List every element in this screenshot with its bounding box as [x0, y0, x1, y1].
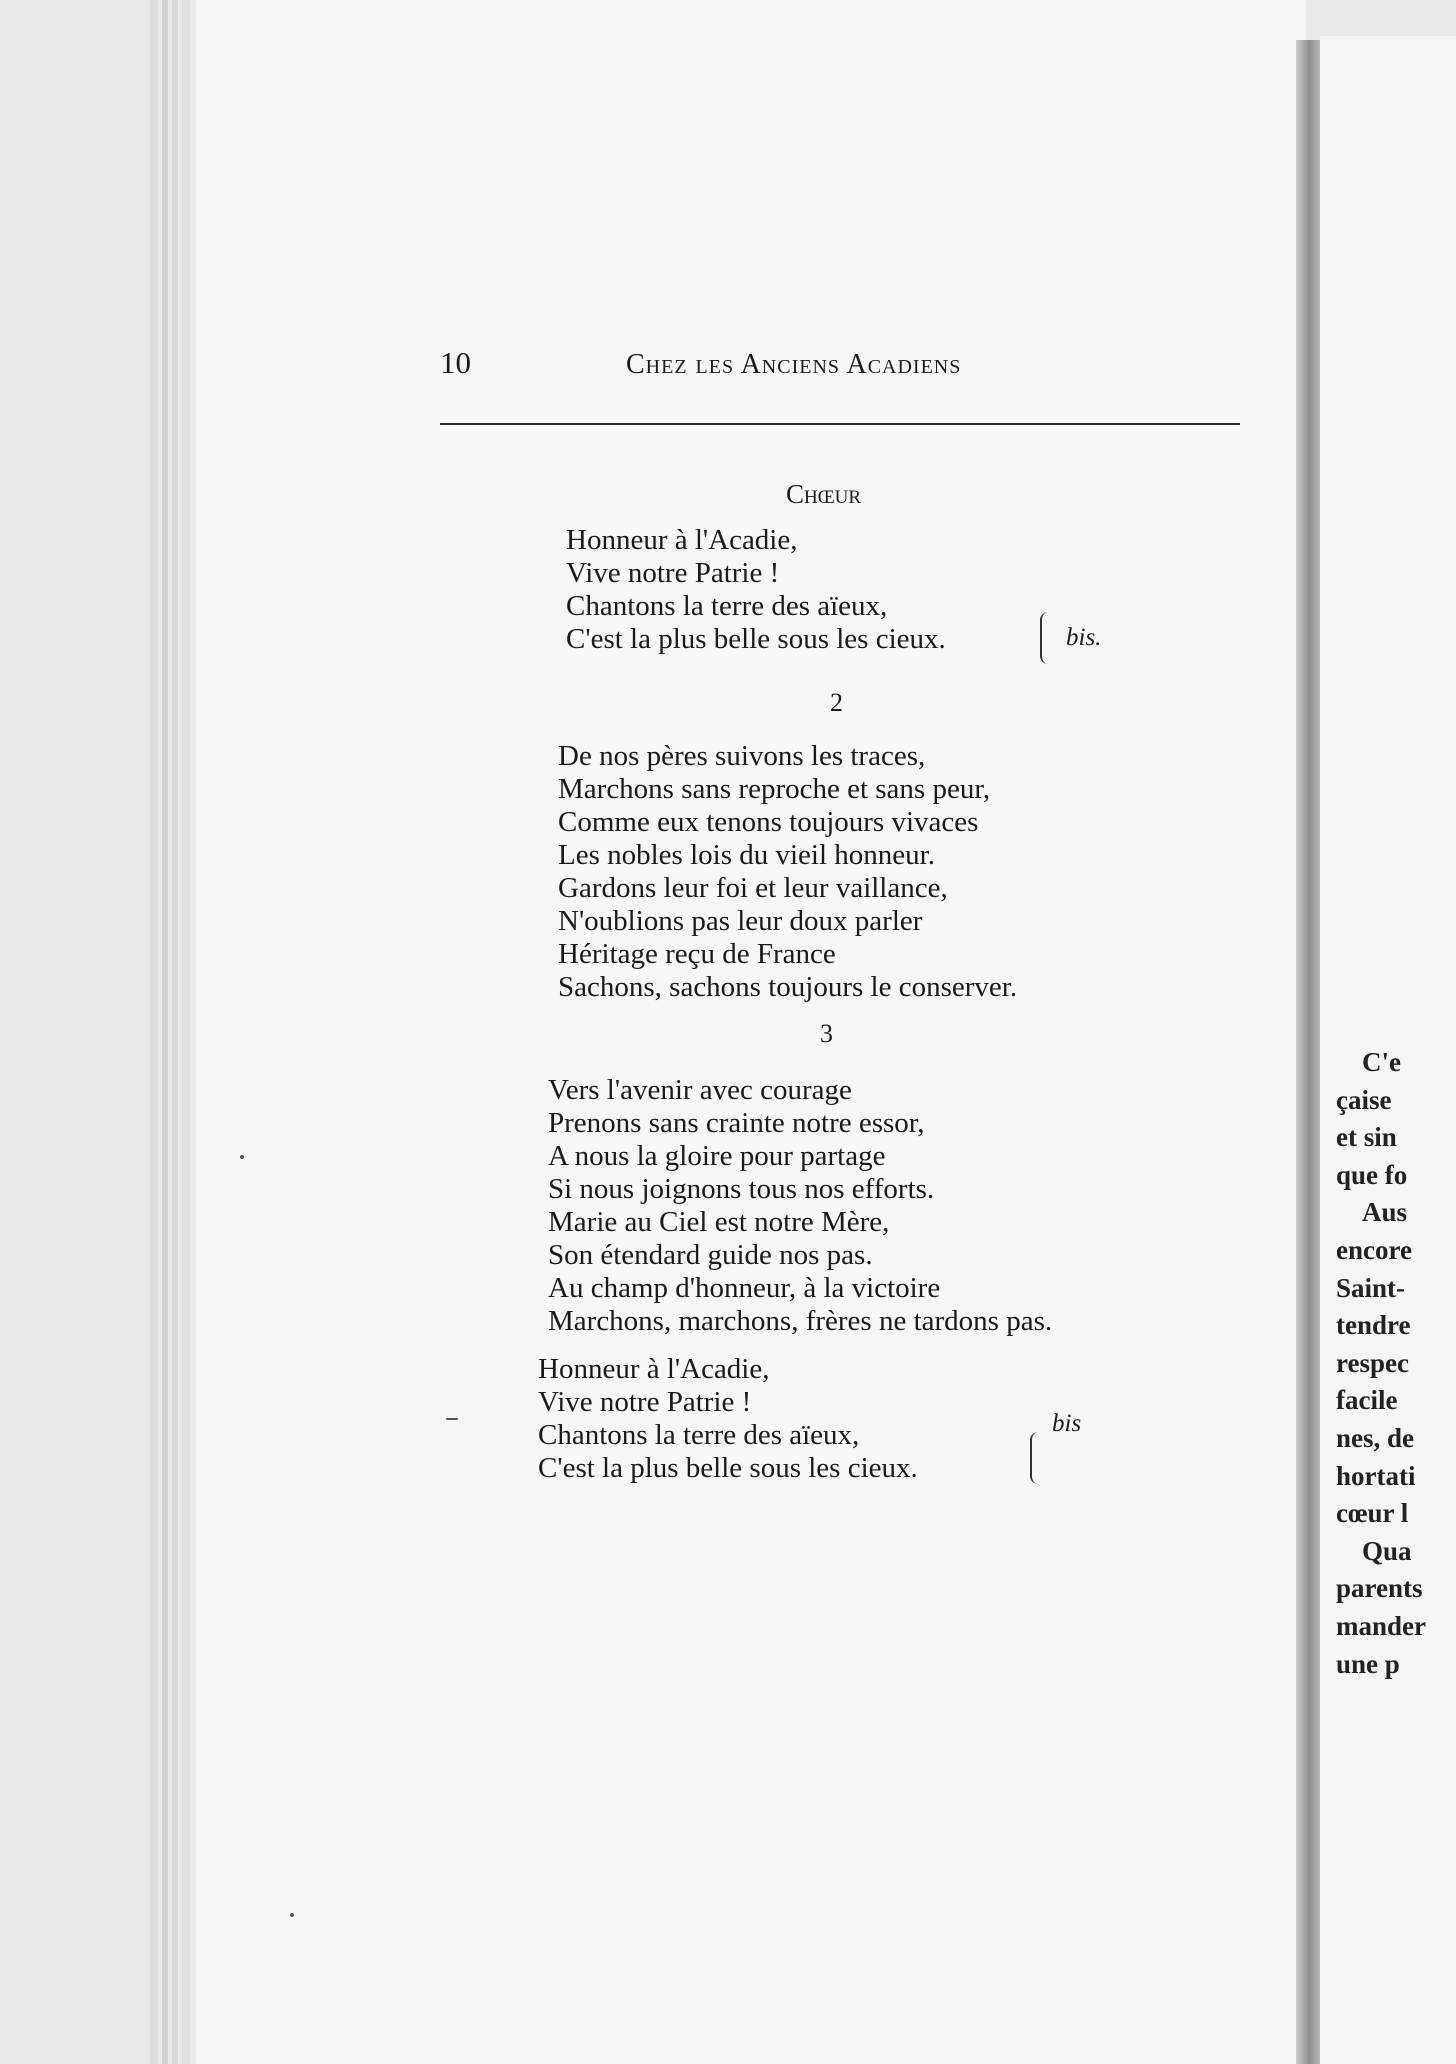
verse-line: N'oublions pas leur doux parler — [558, 905, 923, 937]
text-line: hortati — [1336, 1460, 1416, 1491]
text-line: parents — [1336, 1573, 1423, 1604]
text-line: Aus — [1362, 1197, 1408, 1228]
verse-line: Chantons la terre des aïeux, — [566, 590, 888, 622]
text-line: Qua — [1362, 1535, 1412, 1566]
repeat-brace — [1030, 1432, 1040, 1484]
verse-line: Héritage reçu de France — [558, 938, 836, 970]
verse-line: C'est la plus belle sous les cieux. — [538, 1452, 918, 1484]
repeat-mark: bis — [1052, 1410, 1082, 1437]
chorus-verse — [538, 1353, 918, 1485]
verse-line: Au champ d'honneur, à la victoire — [548, 1272, 941, 1304]
text-line: tendre — [1336, 1310, 1411, 1341]
right-page-text — [1336, 1044, 1456, 1683]
verse-line: Si nous joignons tous nos efforts. — [548, 1173, 935, 1205]
page-edge — [150, 0, 158, 2064]
verse-line: Vers l'avenir avec courage — [548, 1074, 852, 1106]
verse-line: A nous la gloire pour partage — [548, 1140, 886, 1172]
chorus-heading: Chœur — [786, 479, 862, 509]
text-line: et sin — [1336, 1122, 1397, 1153]
text-line: que fo — [1336, 1159, 1408, 1190]
stanza-number: 3 — [820, 1019, 833, 1048]
text-line: respec — [1336, 1347, 1409, 1378]
page-edge — [162, 0, 168, 2064]
verse-line: Vive notre Patrie ! — [566, 557, 780, 589]
verse-line: Comme eux tenons toujours vivaces — [558, 806, 979, 838]
page-number: 10 — [440, 345, 471, 380]
header-rule — [440, 423, 1240, 425]
repeat-brace — [1040, 612, 1050, 664]
paper-speck — [446, 1418, 458, 1420]
left-page — [196, 0, 1306, 2064]
verse-line: Marchons, marchons, frères ne tardons pas. — [548, 1305, 1053, 1337]
verse-line: De nos pères suivons les traces, — [558, 740, 926, 772]
paper-speck — [290, 1913, 294, 1917]
text-line: nes, de — [1336, 1422, 1415, 1453]
verse-line: Vive notre Patrie ! — [538, 1386, 752, 1418]
page-edge — [182, 0, 190, 2064]
verse-line: Gardons leur foi et leur vaillance, — [558, 872, 948, 904]
paper-speck — [240, 1155, 244, 1159]
page-edge — [172, 0, 178, 2064]
text-line: Saint- — [1336, 1272, 1406, 1303]
verse-line: Honneur à l'Acadie, — [538, 1353, 770, 1385]
text-line: facile — [1336, 1385, 1398, 1416]
page-header — [440, 345, 1240, 395]
verse-line: C'est la plus belle sous les cieux. — [566, 623, 946, 655]
verse-line: Les nobles lois du vieil honneur. — [558, 839, 935, 871]
stanza-number: 2 — [830, 688, 843, 717]
repeat-mark: bis. — [1066, 624, 1102, 651]
verse-line: Honneur à l'Acadie, — [566, 524, 798, 556]
verse-line: Marchons sans reproche et sans peur, — [558, 773, 991, 805]
text-line: cœur l — [1336, 1498, 1409, 1529]
stanza-verse — [558, 740, 1017, 1004]
verse-line: Sachons, sachons toujours le conserver. — [558, 971, 1018, 1003]
book-gutter — [1296, 40, 1320, 2064]
text-line: mander — [1336, 1610, 1426, 1641]
chorus-verse — [566, 524, 946, 656]
text-line: une p — [1336, 1648, 1400, 1679]
verse-line: Marie au Ciel est notre Mère, — [548, 1206, 890, 1238]
running-title: Chez les Anciens Acadiens — [626, 349, 962, 380]
stanza-verse — [548, 1074, 1052, 1338]
text-line: encore — [1336, 1234, 1412, 1265]
verse-line: Son étendard guide nos pas. — [548, 1239, 873, 1271]
text-line: çaise — [1336, 1084, 1392, 1115]
verse-line: Chantons la terre des aïeux, — [538, 1419, 860, 1451]
verse-line: Prenons sans crainte notre essor, — [548, 1107, 925, 1139]
text-line: C'e — [1362, 1047, 1401, 1077]
